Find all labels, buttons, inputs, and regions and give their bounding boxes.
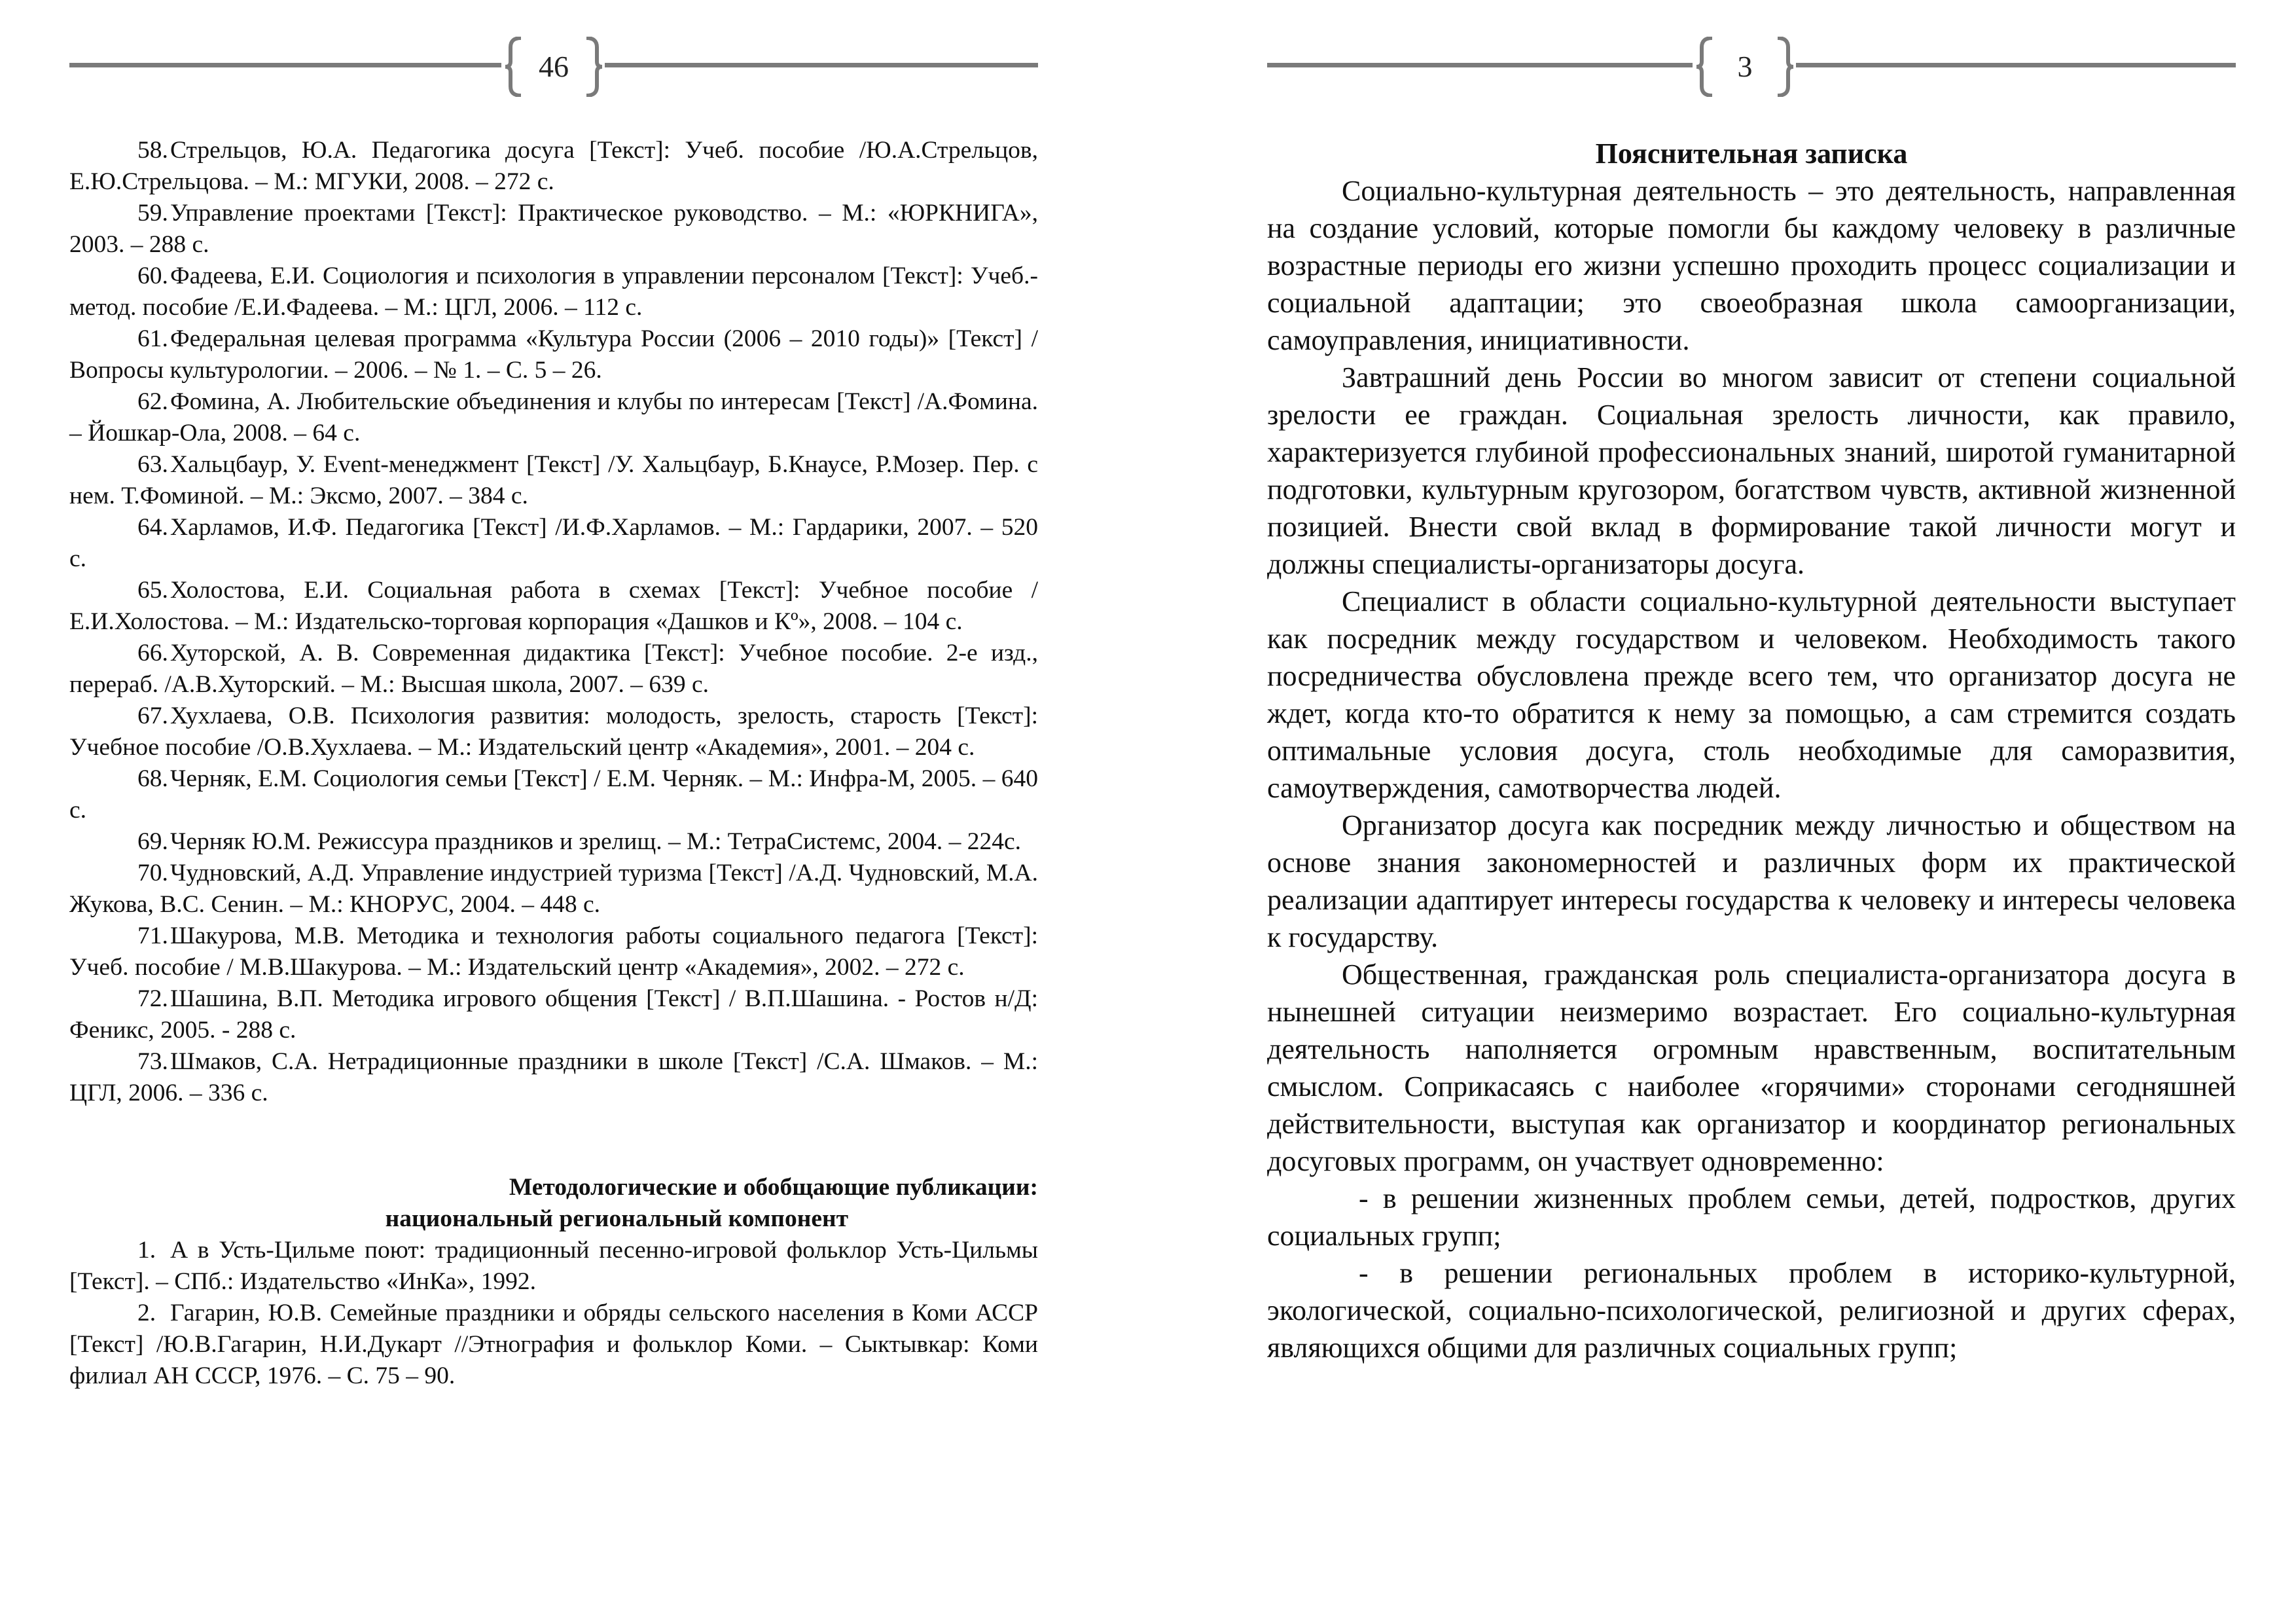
- paragraph: Специалист в области социально-культурной деятельности выступает как посредник между государством и человеком. Необходимость такого посредничества обусловлена прежде всего тем, что организатор досуга не ждет, когда кто-то обратится к нему за помощью, а сам стремится создать оптимальные условия досуга, столь необходимые для саморазвития, самоутверждения, самотворчества людей.: [1267, 585, 2236, 804]
- reference-item: 64.Харламов, И.Ф. Педагогика [Текст] /И.Ф.Харламов. – М.: Гардарики, 2007. – 520 с.: [69, 514, 1038, 572]
- reference-item: 62.Фомина, А. Любительские объединения и клубы по интересам [Текст] /А.Фомина. – Йошкар-Ола, 2008. – 64 с.: [69, 388, 1038, 447]
- reference-item: 63.Хальцбаур, У. Event-менеджмент [Текст] /У. Хальцбаур, Б.Кнаусе, Р.Мозер. Пер. с нем. Т.Фоминой. – М.: Эксмо, 2007. – 384 с.: [69, 451, 1038, 509]
- paragraph: Организатор досуга как посредник между личностью и обществом на основе знания закономерностей и различных форм их практической реализации адаптирует интересы государства к человеку и интересы человека к государству.: [1267, 809, 2236, 953]
- page-header: [1148, 34, 2296, 100]
- reference-item: 58.Стрельцов, Ю.А. Педагогика досуга [Текст]: Учеб. пособие /Ю.А.Стрельцов, Е.Ю.Стрельцова. – М.: МГУКИ, 2008. – 272 с.: [69, 137, 1038, 195]
- right-page: [1148, 0, 2296, 1623]
- reference-item: 65.Холостова, Е.И. Социальная работа в схемах [Текст]: Учебное пособие /Е.И.Холостова. – М.: Издательско-торговая корпорация «Дашков и Кº», 2008. – 104 с.: [69, 577, 1038, 635]
- page-header: [0, 34, 1148, 100]
- header-rule-right: [605, 63, 1038, 67]
- section-heading: [69, 1172, 1038, 1235]
- reference-item: 71.Шакурова, М.В. Методика и технология работы социального педагога [Текст]: Учеб. пособие / М.В.Шакурова. – М.: Издательский центр «Академия», 2002. – 272 с.: [69, 922, 1038, 981]
- reference-item: 60.Фадеева, Е.И. Социология и психология в управлении персоналом [Текст]: Учеб.-метод. пособие /Е.И.Фадеева. – М.: ЦГЛ, 2006. – 112 с.: [69, 263, 1038, 321]
- right-bracket-icon: [1774, 37, 1795, 97]
- left-bracket-icon: [1695, 37, 1716, 97]
- reference-item: 61.Федеральная целевая программа «Культура России (2006 – 2010 годы)» [Текст] /Вопросы культурологии. – 2006. – № 1. – С. 5 – 26.: [69, 325, 1038, 384]
- reference-item: 73.Шмаков, С.А. Нетрадиционные праздники в школе [Текст] /С.А. Шмаков. – М.: ЦГЛ, 2006. – 336 с.: [69, 1048, 1038, 1106]
- section-heading-line2: национальный региональный компонент: [385, 1205, 848, 1232]
- explanatory-note: [1267, 135, 2236, 1366]
- list-item: - в решении региональных проблем в историко-культурной, экологической, социально-психологической, религиозной и других сферах, являющихся общими для различных социальных групп;: [1267, 1257, 2236, 1364]
- reference-item: 67.Хухлаева, О.В. Психология развития: молодость, зрелость, старость [Текст]: Учебное пособие /О.В.Хухлаева. – М.: Издательский центр «Академия», 2001. – 204 с.: [69, 702, 1038, 761]
- reference-item: 70.Чудновский, А.Д. Управление индустрией туризма [Текст] /А.Д. Чудновский, М.А. Жукова, В.С. Сенин. – М.: КНОРУС, 2004. – 448 с.: [69, 860, 1038, 918]
- reference-item: 59.Управление проектами [Текст]: Практическое руководство. – М.: «ЮРКНИГА», 2003. – 288 с.: [69, 200, 1038, 258]
- reference-item: 1. А в Усть-Цильме поют: традиционный песенно-игровой фольклор Усть-Цильмы [Текст]. – СПб.: Издательство «ИнКа», 1992.: [69, 1237, 1038, 1295]
- paragraph: Завтрашний день России во многом зависит от степени социальной зрелости ее граждан. Социальная зрелость личности, как правило, характеризуется глубиной профессиональных знаний, широтой гуманитарной подготовки, культурным кругозором, богатством чувств, активной жизненной позицией. Внести свой вклад в формирование такой личности могут и должны специалисты-организаторы досуга.: [1267, 361, 2236, 580]
- paragraph: Общественная, гражданская роль специалиста-организатора досуга в нынешней ситуации неизмеримо возрастает. Его социально-культурная деятельность наполняется огромным нравственным, воспитательным смыслом. Соприкасаясь с наиболее «горячими» сторонами сегодняшней действительности, выступая как организатор и координатор региональных досуговых программ, он участвует одновременно:: [1267, 958, 2236, 1177]
- reference-item: 69.Черняк Ю.М. Режиссура праздников и зрелищ. – М.: ТетраСистемс, 2004. – 224с.: [137, 828, 1022, 855]
- header-rule-right: [1796, 63, 2236, 67]
- section-heading-line1: Методологические и обобщающие публикации:: [509, 1174, 1038, 1201]
- reference-item: 72.Шашина, В.П. Методика игрового общения [Текст] / В.П.Шашина. - Ростов н/Д: Феникс, 2005. - 288 с.: [69, 985, 1038, 1044]
- header-rule-left: [69, 63, 501, 67]
- reference-item: 2. Гагарин, Ю.В. Семейные праздники и обряды сельского населения в Коми АССР [Текст] /Ю.В.Гагарин, Н.И.Дукарт //Этнография и фольклор Коми. – Сыктывкар: Коми филиал АН СССР, 1976. – С. 75 – 90.: [69, 1300, 1038, 1389]
- page-title: Пояснительная записка: [1595, 137, 1908, 170]
- header-rule-left: [1267, 63, 1693, 67]
- paragraph: Социально-культурная деятельность – это деятельность, направленная на создание условий, которые помогли бы каждому человеку в различные возрастные периоды его жизни успешно проходить процесс социализации и социальной адаптации; это своеобразная школа самоорганизации, самоуправления, инициативности.: [1267, 175, 2236, 356]
- page-number: 3: [1737, 50, 1753, 83]
- reference-item: 66.Хуторской, А. В. Современная дидактика [Текст]: Учебное пособие. 2-е изд., перераб. /А.В.Хуторский. – М.: Высшая школа, 2007. – 639 с.: [69, 640, 1038, 698]
- right-bracket-icon: [583, 37, 603, 97]
- bibliography: [69, 135, 1038, 1392]
- reference-item: 68.Черняк, Е.М. Социология семьи [Текст] / Е.М. Черняк. – М.: Инфра-М, 2005. – 640 с.: [69, 765, 1038, 824]
- page-number: 46: [539, 50, 569, 83]
- list-item: - в решении жизненных проблем семьи, детей, подростков, других социальных групп;: [1267, 1182, 2236, 1252]
- left-bracket-icon: [504, 37, 525, 97]
